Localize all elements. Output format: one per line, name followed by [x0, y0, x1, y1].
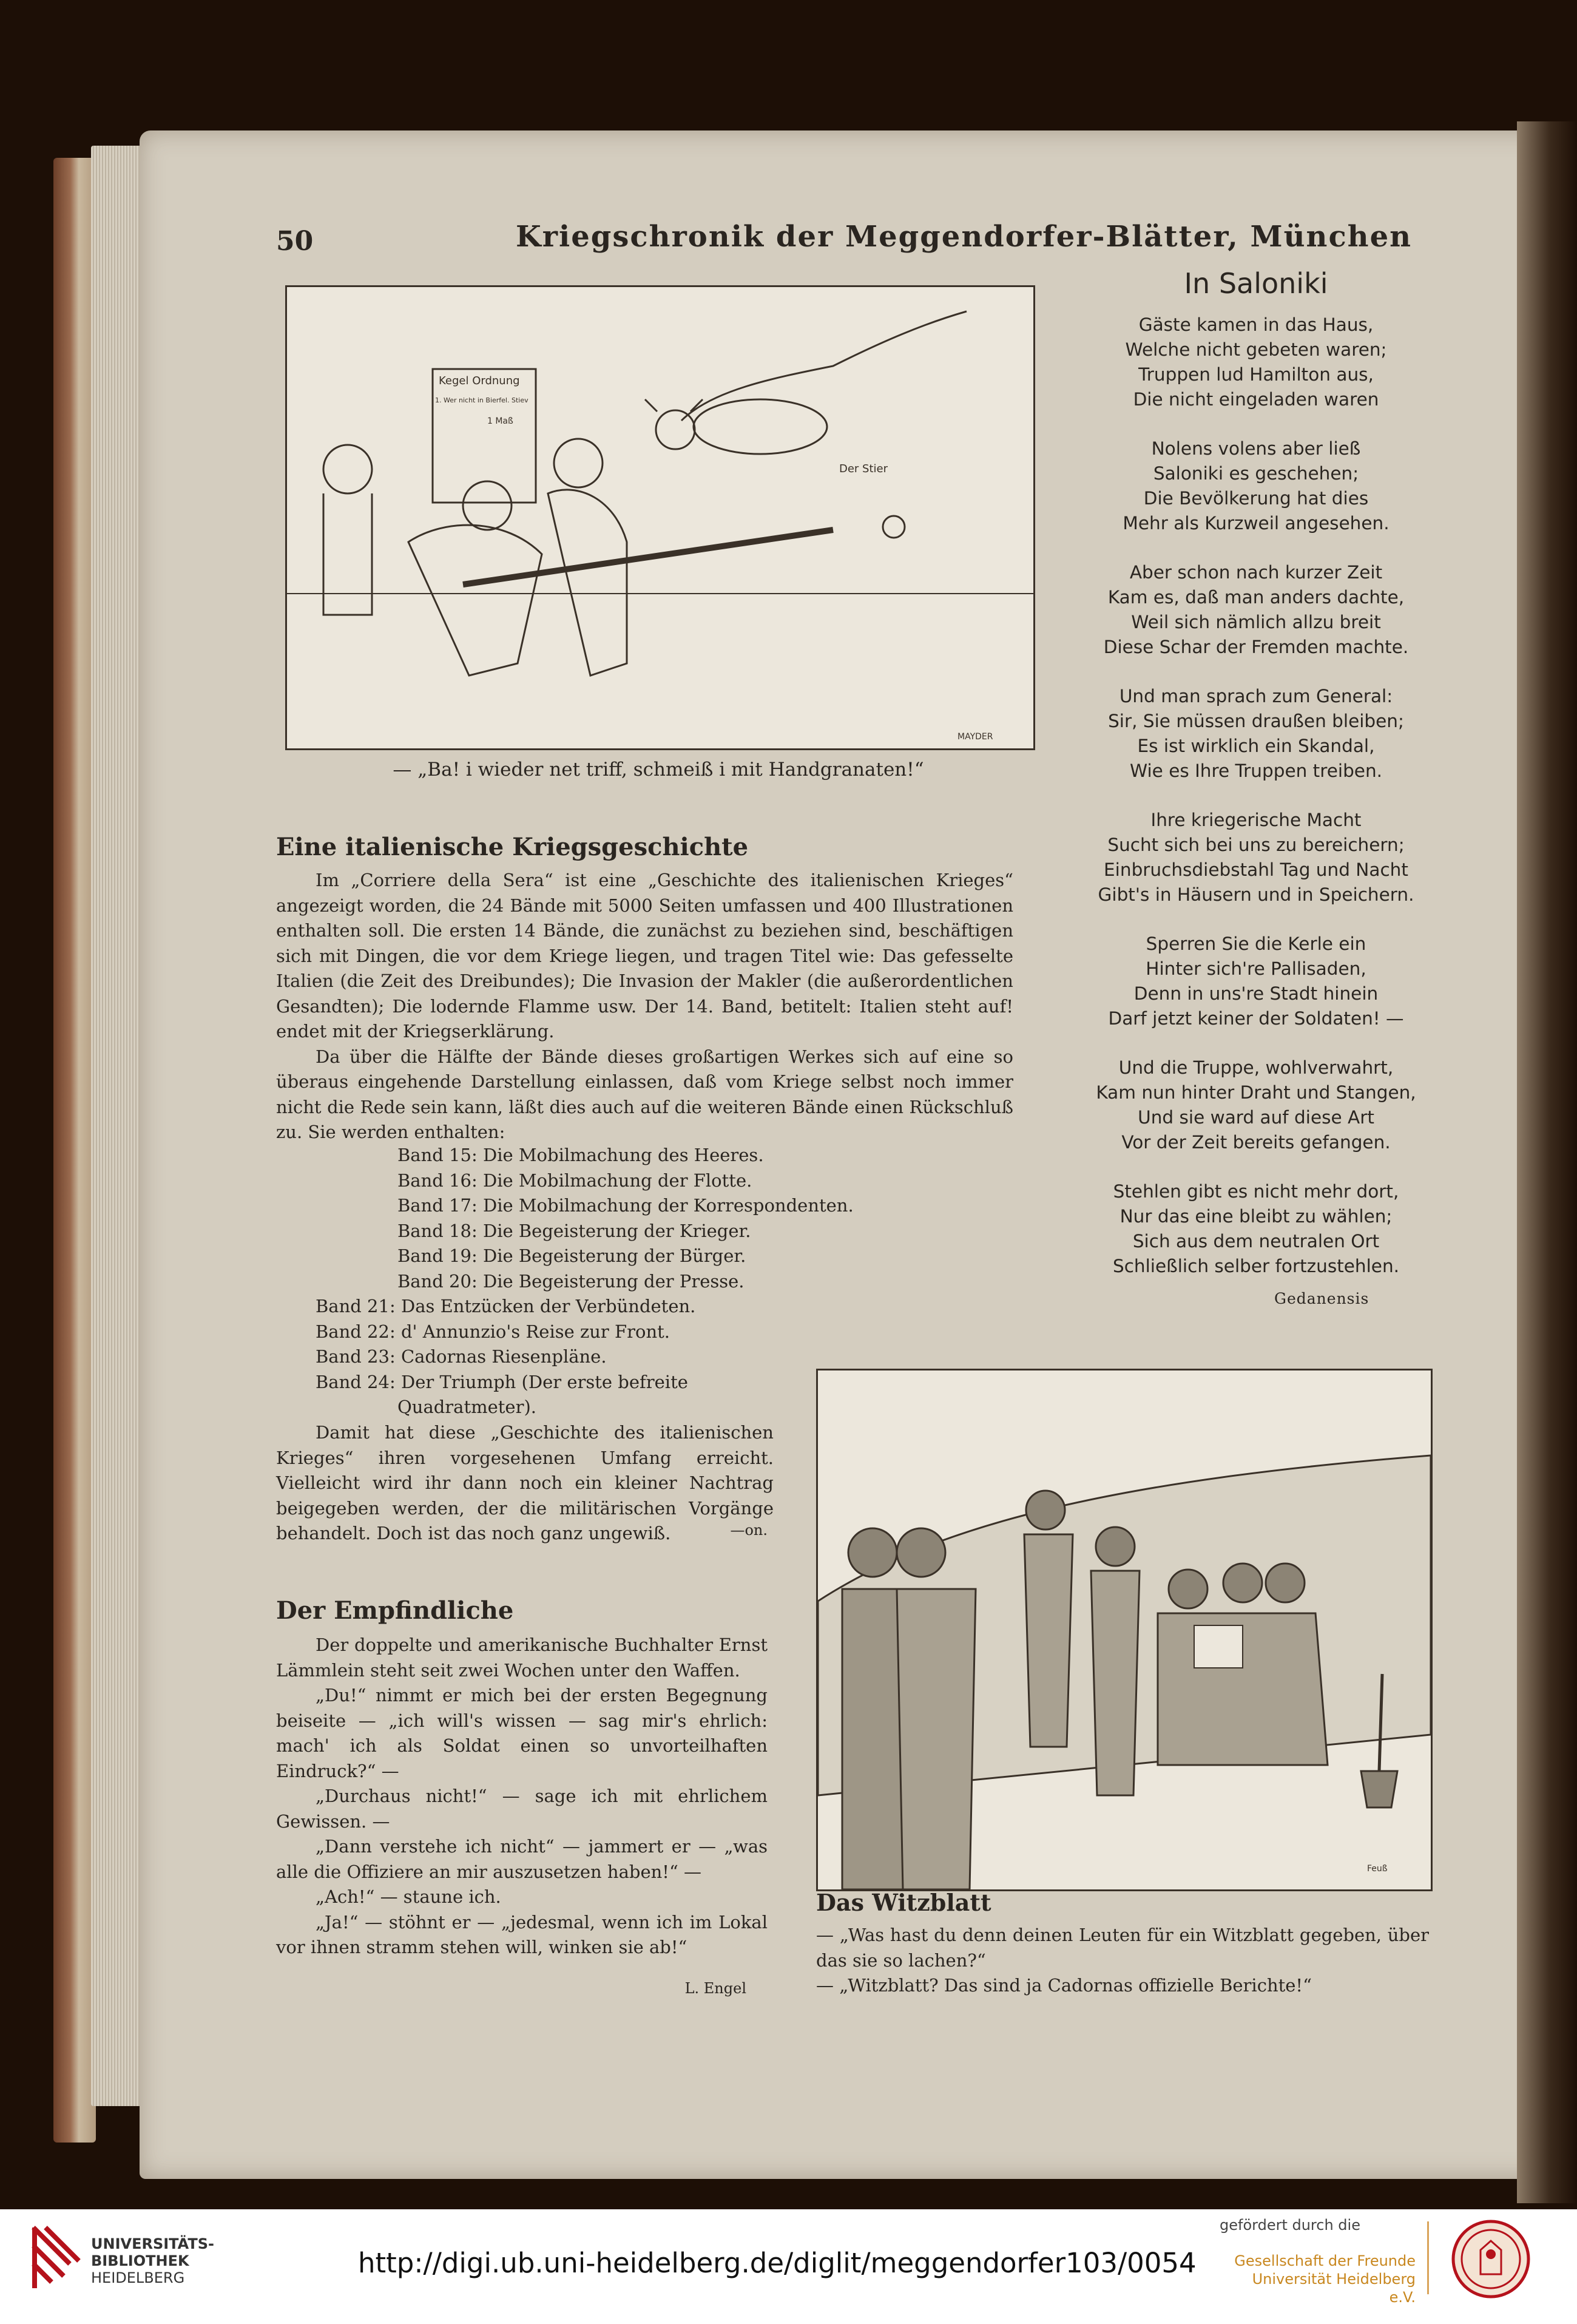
- bottom-cartoon-dialogue: [816, 1923, 1429, 1999]
- poem-stanza: Und die Truppe, wohlverwahrt, Kam nun hinter Draht und Stangen, Und sie ward auf diese Art Vor der Zeit bereits gefangen.: [1096, 1057, 1416, 1153]
- poem-stanza: Nolens volens aber ließ Saloniki es geschehen; Die Bevölkerung hat dies Mehr als Kurzweil angesehen.: [1123, 438, 1390, 534]
- paragraph: Damit hat diese „Geschichte des italienischen Krieges“ ihren vorgesehenen Umfang erreicht. Vielleicht wird ihr dann noch ein kleiner Nachtrag beigegeben werden, der die militärischen Vorgänge behandelt. Doch ist das noch ganz ungewiß.: [276, 1422, 774, 1543]
- article-signature: —on.: [730, 1522, 768, 1539]
- article-body: [276, 1633, 768, 1960]
- volume-list: Band 21: Das Entzücken der Verbündeten. Band 22: d' Annunzio's Reise zur Front. Band 23: Cadornas Riesenpläne. Band 24: Der Triumph (Der erste befreite Quadratmeter).: [316, 1296, 696, 1417]
- poem-stanza: Aber schon nach kurzer Zeit Kam es, daß man anders dachte, Weil sich nämlich allzu breit Diese Schar der Fremden machte.: [1103, 562, 1409, 657]
- poem-stanza: Stehlen gibt es nicht mehr dort, Nur das eine bleibt zu wählen; Sich aus dem neutralen Ort Schließlich selber fortzustehlen.: [1112, 1181, 1400, 1276]
- university-seal-icon: [1450, 2217, 1532, 2302]
- footer-divider: [1427, 2221, 1429, 2294]
- page-number: 50: [276, 226, 314, 257]
- article-heading: Der Empfindliche: [276, 1596, 514, 1625]
- dialogue-line: — „Witzblatt? Das sind ja Cadornas offizielle Berichte!“: [816, 1975, 1312, 1996]
- article-heading: Eine italienische Kriegsgeschichte: [276, 833, 749, 861]
- poem-stanza: Und man sprach zum General: Sir, Sie müssen draußen bleiben; Es ist wirklich ein Skandal, Wie es Ihre Truppen treiben.: [1108, 686, 1404, 781]
- paragraph: Da über die Hälfte der Bände dieses großartigen Werkes sich auf eine so überaus eingehende Darstellung einlassen, daß vom Kriege selbst noch immer nicht die Rede sein kann, läßt dies auch auf die weiteren Bände einen Rückschluß zu. Sie werden enthalten:: [276, 1046, 1013, 1142]
- permalink-url[interactable]: http://digi.ub.uni-heidelberg.de/diglit/meggendorfer103/0054: [358, 2247, 1197, 2279]
- bottom-cartoon-signature: Feuß: [1367, 1864, 1388, 1874]
- poem: [1044, 313, 1468, 1303]
- paragraph: „Dann verstehe ich nicht“ — jammert er — „was alle die Offiziere an mir auszusetzen haben!“ —: [276, 1836, 768, 1882]
- bowling-cartoon-drawing: [287, 287, 1033, 748]
- paragraph: „Ach!“ — staune ich.: [316, 1886, 501, 1907]
- library-name: UNIVERSITÄTS- BIBLIOTHEK HEIDELBERG: [91, 2235, 215, 2286]
- bull-label: Der Stier: [839, 462, 888, 475]
- page-right-edge: [1517, 121, 1577, 2203]
- volume-list-indented: Band 15: Die Mobilmachung des Heeres. Band 16: Die Mobilmachung der Flotte. Band 17: Die Mobilmachung der Korrespondenten. Band 18: Die Begeisterung der Krieger. Band 19: Die Begeisterung der Bürger. Band 20: Die Begeisterung der Presse.: [397, 1145, 854, 1292]
- top-cartoon-signature: MAYDER: [957, 732, 993, 742]
- top-cartoon: [285, 285, 1035, 750]
- dialogue-line: — „Was hast du denn deinen Leuten für ein Witzblatt gegeben, über das sie so lachen?“: [816, 1925, 1429, 1971]
- running-title: Kriegschronik der Meggendorfer-Blätter, München: [516, 220, 1412, 254]
- article-signature: L. Engel: [684, 1980, 746, 1997]
- poem-stanza: Ihre kriegerische Macht Sucht sich bei uns zu bereichern; Einbruchsdiebstahl Tag und Nacht Gibt's in Häusern und in Speichern.: [1098, 810, 1414, 905]
- poem-stanza: Sperren Sie die Kerle ein Hinter sich're Pallisaden, Denn in uns're Stadt hinein Darf jetzt keiner der Soldaten! —: [1108, 933, 1404, 1029]
- book-spine-edge: [53, 158, 96, 2143]
- paragraph: „Ja!“ — stöhnt er — „jedesmal, wenn ich im Lokal vor ihnen stramm stehen will, winken sie ab!“: [276, 1911, 768, 1957]
- paragraph: Der doppelte und amerikanische Buchhalter Ernst Lämmlein steht seit zwei Wochen unter den Waffen.: [276, 1635, 768, 1681]
- top-cartoon-caption: — „Ba! i wieder net triff, schmeiß i mit Handgranaten!“: [393, 759, 924, 781]
- bottom-cartoon: [816, 1369, 1433, 1891]
- sign-line-3: 1 Maß: [487, 416, 513, 426]
- paragraph: „Du!“ nimmt er mich bei der ersten Begegnung beiseite — „ich will's wissen — sag mir's ehrlich: mach' ich als Soldat einen so unvorteilhaften Eindruck?“ —: [276, 1685, 768, 1781]
- poem-title: In Saloniki: [1184, 267, 1328, 300]
- poem-author: Gedanensis: [1274, 1290, 1369, 1307]
- society-name: Gesellschaft der Freunde Universität Heidelberg e.V.: [1234, 2252, 1416, 2306]
- article-body: [276, 868, 1013, 1145]
- sponsor-label: gefördert durch die: [1220, 2217, 1360, 2234]
- library-logo-icon: [27, 2221, 85, 2294]
- poem-stanza: Gäste kamen in das Haus, Welche nicht gebeten waren; Truppen lud Hamilton aus, Die nicht eingeladen waren: [1125, 314, 1387, 410]
- paragraph: „Durchaus nicht!“ — sage ich mit ehrlichem Gewissen. —: [276, 1786, 768, 1832]
- sign-line-1: Kegel Ordnung: [439, 374, 520, 387]
- bottom-cartoon-title: Das Witzblatt: [816, 1889, 991, 1916]
- sign-line-2: 1. Wer nicht in Bierfel. Stiev: [435, 396, 528, 404]
- trench-cartoon-drawing: [818, 1370, 1431, 1889]
- paragraph: Im „Corriere della Sera“ ist eine „Geschichte des italienischen Krieges“ angezeigt worden, die 24 Bände mit 5000 Seiten umfassen und 400 Illustrationen enthalten soll. Die ersten 14 Bände, die zunächst zu beziehen sind, beschäftigen sich mit Dingen, die vor dem Kriege liegen, und tragen Titel wie: Das gefesselte Italien (die Zeit des Dreibundes); Die Invasion der Makler (die außerordentlichen Gesandten); Die lodernde Flamme usw. Der 14. Band, betitelt: Italien steht auf! endet mit der Kriegserklärung.: [276, 870, 1013, 1042]
